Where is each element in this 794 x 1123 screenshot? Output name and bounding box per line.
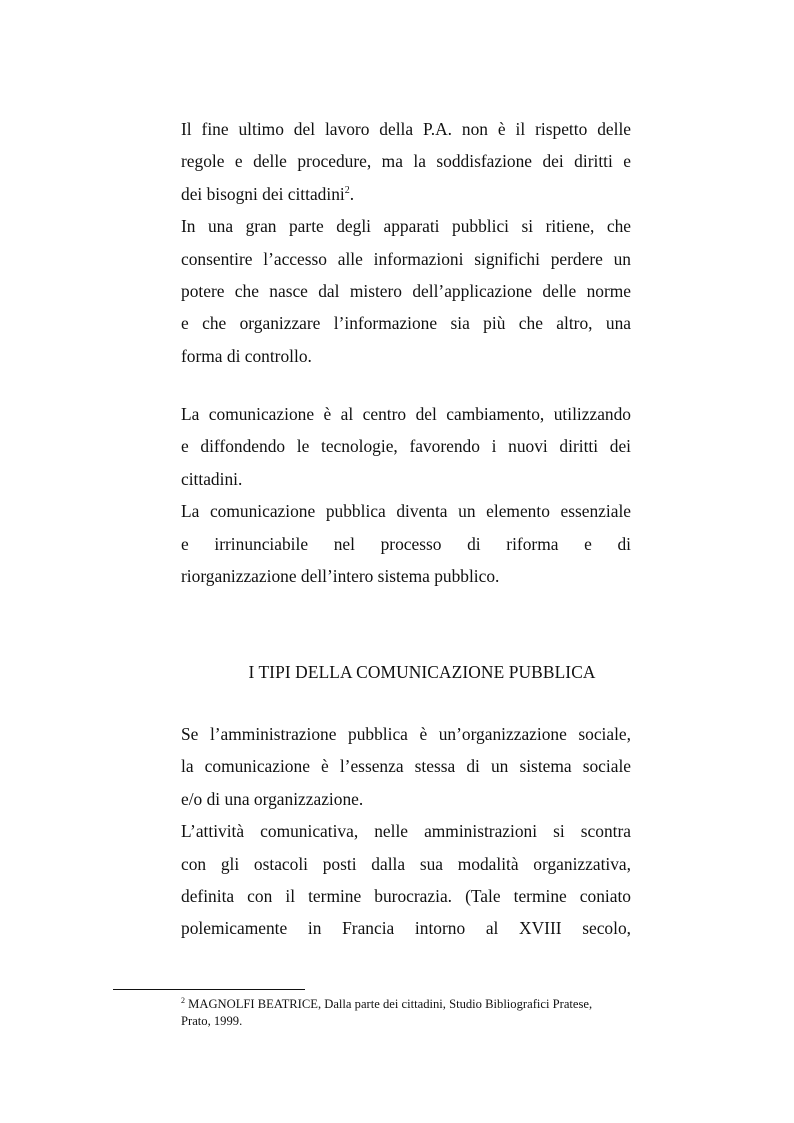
text-line: con gli ostacoli posti dalla sua modalità organizzativa, <box>181 853 631 874</box>
text-line: regole e delle procedure, ma la soddisfazione dei diritti e <box>181 151 631 172</box>
text-line: Se l’amministrazione pubblica è un’organizzazione sociale, <box>181 724 631 744</box>
footnote-number: 2 <box>181 995 185 1005</box>
text-line: e che organizzare l’informazione sia più che altro, una <box>181 313 631 334</box>
text-line: La comunicazione pubblica diventa un elemento essenziale <box>181 501 631 522</box>
paragraph-block-1 <box>181 113 631 372</box>
footnote-line-2: Prato, 1999. <box>181 1014 243 1028</box>
text-line: L’attività comunicativa, nelle amministrazioni si scontra <box>181 821 631 842</box>
footnote-line-1 <box>181 996 631 1013</box>
text-line: cittadini. <box>181 468 243 489</box>
text-line: e irrinunciabile nel processo di riforma e di <box>181 533 631 554</box>
paragraph-block-2 <box>181 398 631 592</box>
text-line: Il fine ultimo del lavoro della P.A. non è il rispetto delle <box>181 119 631 139</box>
text-line-with-footnote <box>181 178 631 210</box>
text-line: definita con il termine burocrazia. (Tale termine coniato <box>181 886 631 907</box>
text-line: polemicamente in Francia intorno al XVIII secolo, <box>181 918 631 939</box>
text-line: forma di controllo. <box>181 345 312 366</box>
text-line: potere che nasce dal mistero dell’applicazione delle norme <box>181 281 631 302</box>
footnote-reference[interactable]: 2 <box>344 185 350 197</box>
text-line-content: dei bisogni dei cittadini <box>181 183 345 204</box>
text-line: consentire l’accesso alle informazioni significhi perdere un <box>181 248 631 269</box>
section-heading: I TIPI DELLA COMUNICAZIONE PUBBLICA <box>248 662 596 682</box>
text-line: e diffondendo le tecnologie, favorendo i nuovi diritti dei <box>181 436 631 457</box>
paragraph-block-3 <box>181 718 631 945</box>
footnote-text: MAGNOLFI BEATRICE, Dalla parte dei cittadini, Studio Bibliografici Pratese, <box>188 997 593 1011</box>
footnote <box>181 996 631 1030</box>
text-line: riorganizzazione dell’intero sistema pubblico. <box>181 566 500 587</box>
text-line: e/o di una organizzazione. <box>181 788 364 809</box>
sentence-period: . <box>349 183 355 204</box>
footnote-separator <box>113 989 305 990</box>
text-line: la comunicazione è l’essenza stessa di un sistema sociale <box>181 756 631 777</box>
text-line: La comunicazione è al centro del cambiamento, utilizzando <box>181 404 631 424</box>
text-line: In una gran parte degli apparati pubblici si ritiene, che <box>181 216 631 237</box>
